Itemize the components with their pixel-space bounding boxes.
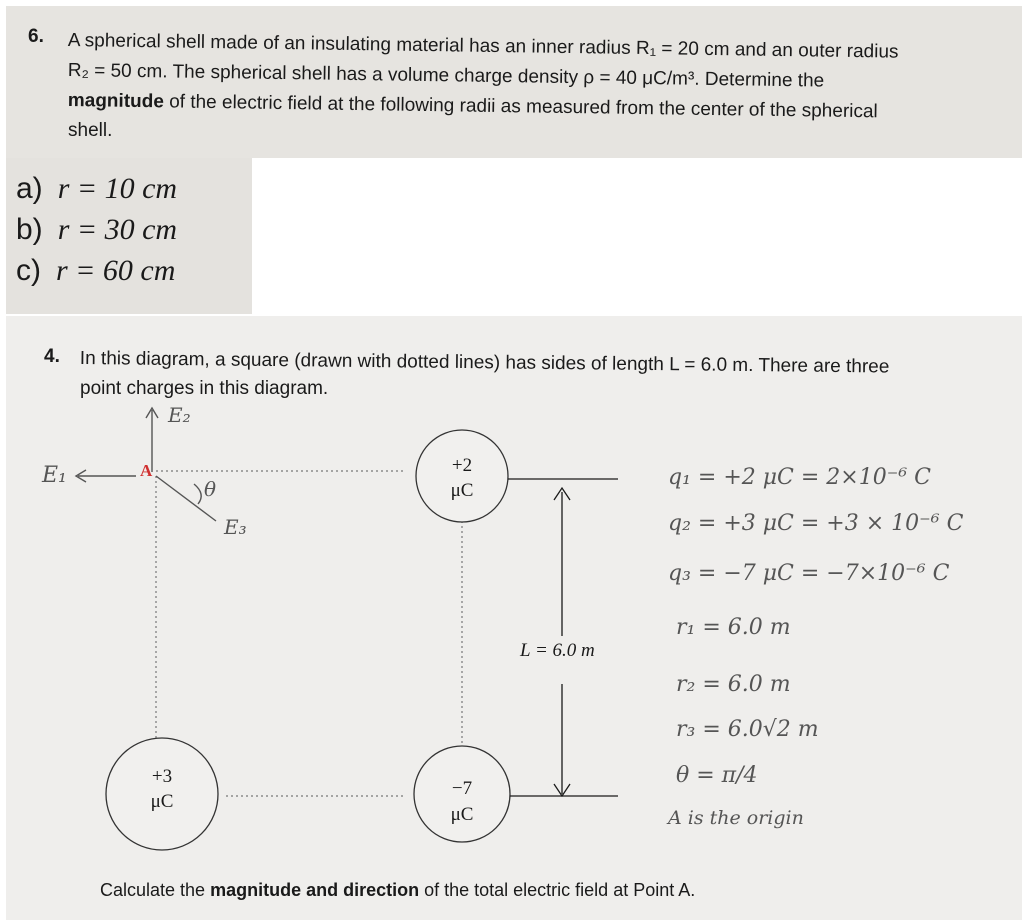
origin-note: A is the origin bbox=[668, 807, 804, 829]
problem-6-number: 6. bbox=[28, 26, 44, 47]
problem-6-line-1: A spherical shell made of an insulating material has an inner radius R₁ = 20 cm and an outer radius bbox=[67, 29, 899, 63]
charge-bottom-right-unit: μC bbox=[450, 804, 474, 825]
part-c-expr: r = 60 cm bbox=[56, 254, 176, 287]
charge-top-right-value: +2 bbox=[451, 455, 473, 476]
e1-label: E₁ bbox=[42, 463, 67, 488]
problem-6-emphasis: magnitude bbox=[67, 89, 165, 113]
length-label: L = 6.0 m bbox=[520, 640, 595, 661]
question-emphasis: magnitude and direction bbox=[210, 880, 420, 900]
problem-6-line-4: shell. bbox=[68, 120, 113, 141]
question-post: of the total electric field at Point A. bbox=[419, 880, 696, 900]
charge-diagram bbox=[6, 316, 1022, 920]
r1-note: r₁ = 6.0 m bbox=[676, 615, 791, 640]
problem-6-line-3 bbox=[68, 88, 878, 124]
charge-top-right bbox=[416, 430, 508, 522]
part-b-label: b) bbox=[16, 213, 43, 246]
handwritten-givens bbox=[666, 465, 964, 829]
problem-4-line-2: point charges in this diagram. bbox=[80, 378, 329, 399]
charge-top-right-unit: μC bbox=[450, 480, 474, 501]
part-a bbox=[16, 172, 177, 206]
part-b bbox=[16, 213, 177, 247]
problem-6-line-2: R₂ = 50 cm. The spherical shell has a volume charge density ρ = 40 μC/m³. Determine the bbox=[67, 59, 825, 92]
r2-note: r₂ = 6.0 m bbox=[676, 672, 791, 697]
part-c bbox=[16, 254, 175, 288]
part-a-expr: r = 10 cm bbox=[57, 172, 178, 205]
question-pre: Calculate the bbox=[100, 880, 211, 900]
problem-6-panel bbox=[6, 6, 1022, 158]
charge-bottom-right-value: −7 bbox=[451, 778, 473, 799]
point-a-label: A bbox=[140, 461, 153, 480]
r3-note: r₃ = 6.0√2 m bbox=[676, 717, 819, 742]
dimension-arrow bbox=[508, 479, 618, 796]
problem-4-number: 4. bbox=[44, 346, 60, 367]
q3-note: q₃ = −7 μC = −7×10⁻⁶ C bbox=[668, 561, 950, 586]
e2-label: E₂ bbox=[168, 403, 191, 427]
problem-6-parts bbox=[6, 158, 252, 314]
theta-note: θ = π/4 bbox=[676, 763, 758, 788]
problem-4-line-1: In this diagram, a square (drawn with dotted lines) has sides of length L = 6.0 m. There are three bbox=[79, 347, 890, 378]
theta-label: θ bbox=[204, 477, 217, 501]
problem-4-panel bbox=[6, 316, 1022, 920]
problem-6-line-3-rest: of the electric field at the following radii as measured from the center of the spherical bbox=[163, 91, 878, 123]
q1-note: q₁ = +2 μC = 2×10⁻⁶ C bbox=[668, 465, 931, 490]
q2-note: q₂ = +3 μC = +3 × 10⁻⁶ C bbox=[668, 511, 964, 536]
e3-label: E₃ bbox=[224, 515, 247, 539]
part-a-label: a) bbox=[16, 172, 43, 205]
part-c-label: c) bbox=[16, 254, 41, 287]
dotted-square bbox=[156, 471, 462, 796]
part-b-expr: r = 30 cm bbox=[57, 213, 178, 246]
problem-4-question bbox=[100, 878, 695, 903]
charge-bottom-left-unit: μC bbox=[150, 791, 174, 812]
charge-bottom-left-value: +3 bbox=[151, 766, 173, 787]
